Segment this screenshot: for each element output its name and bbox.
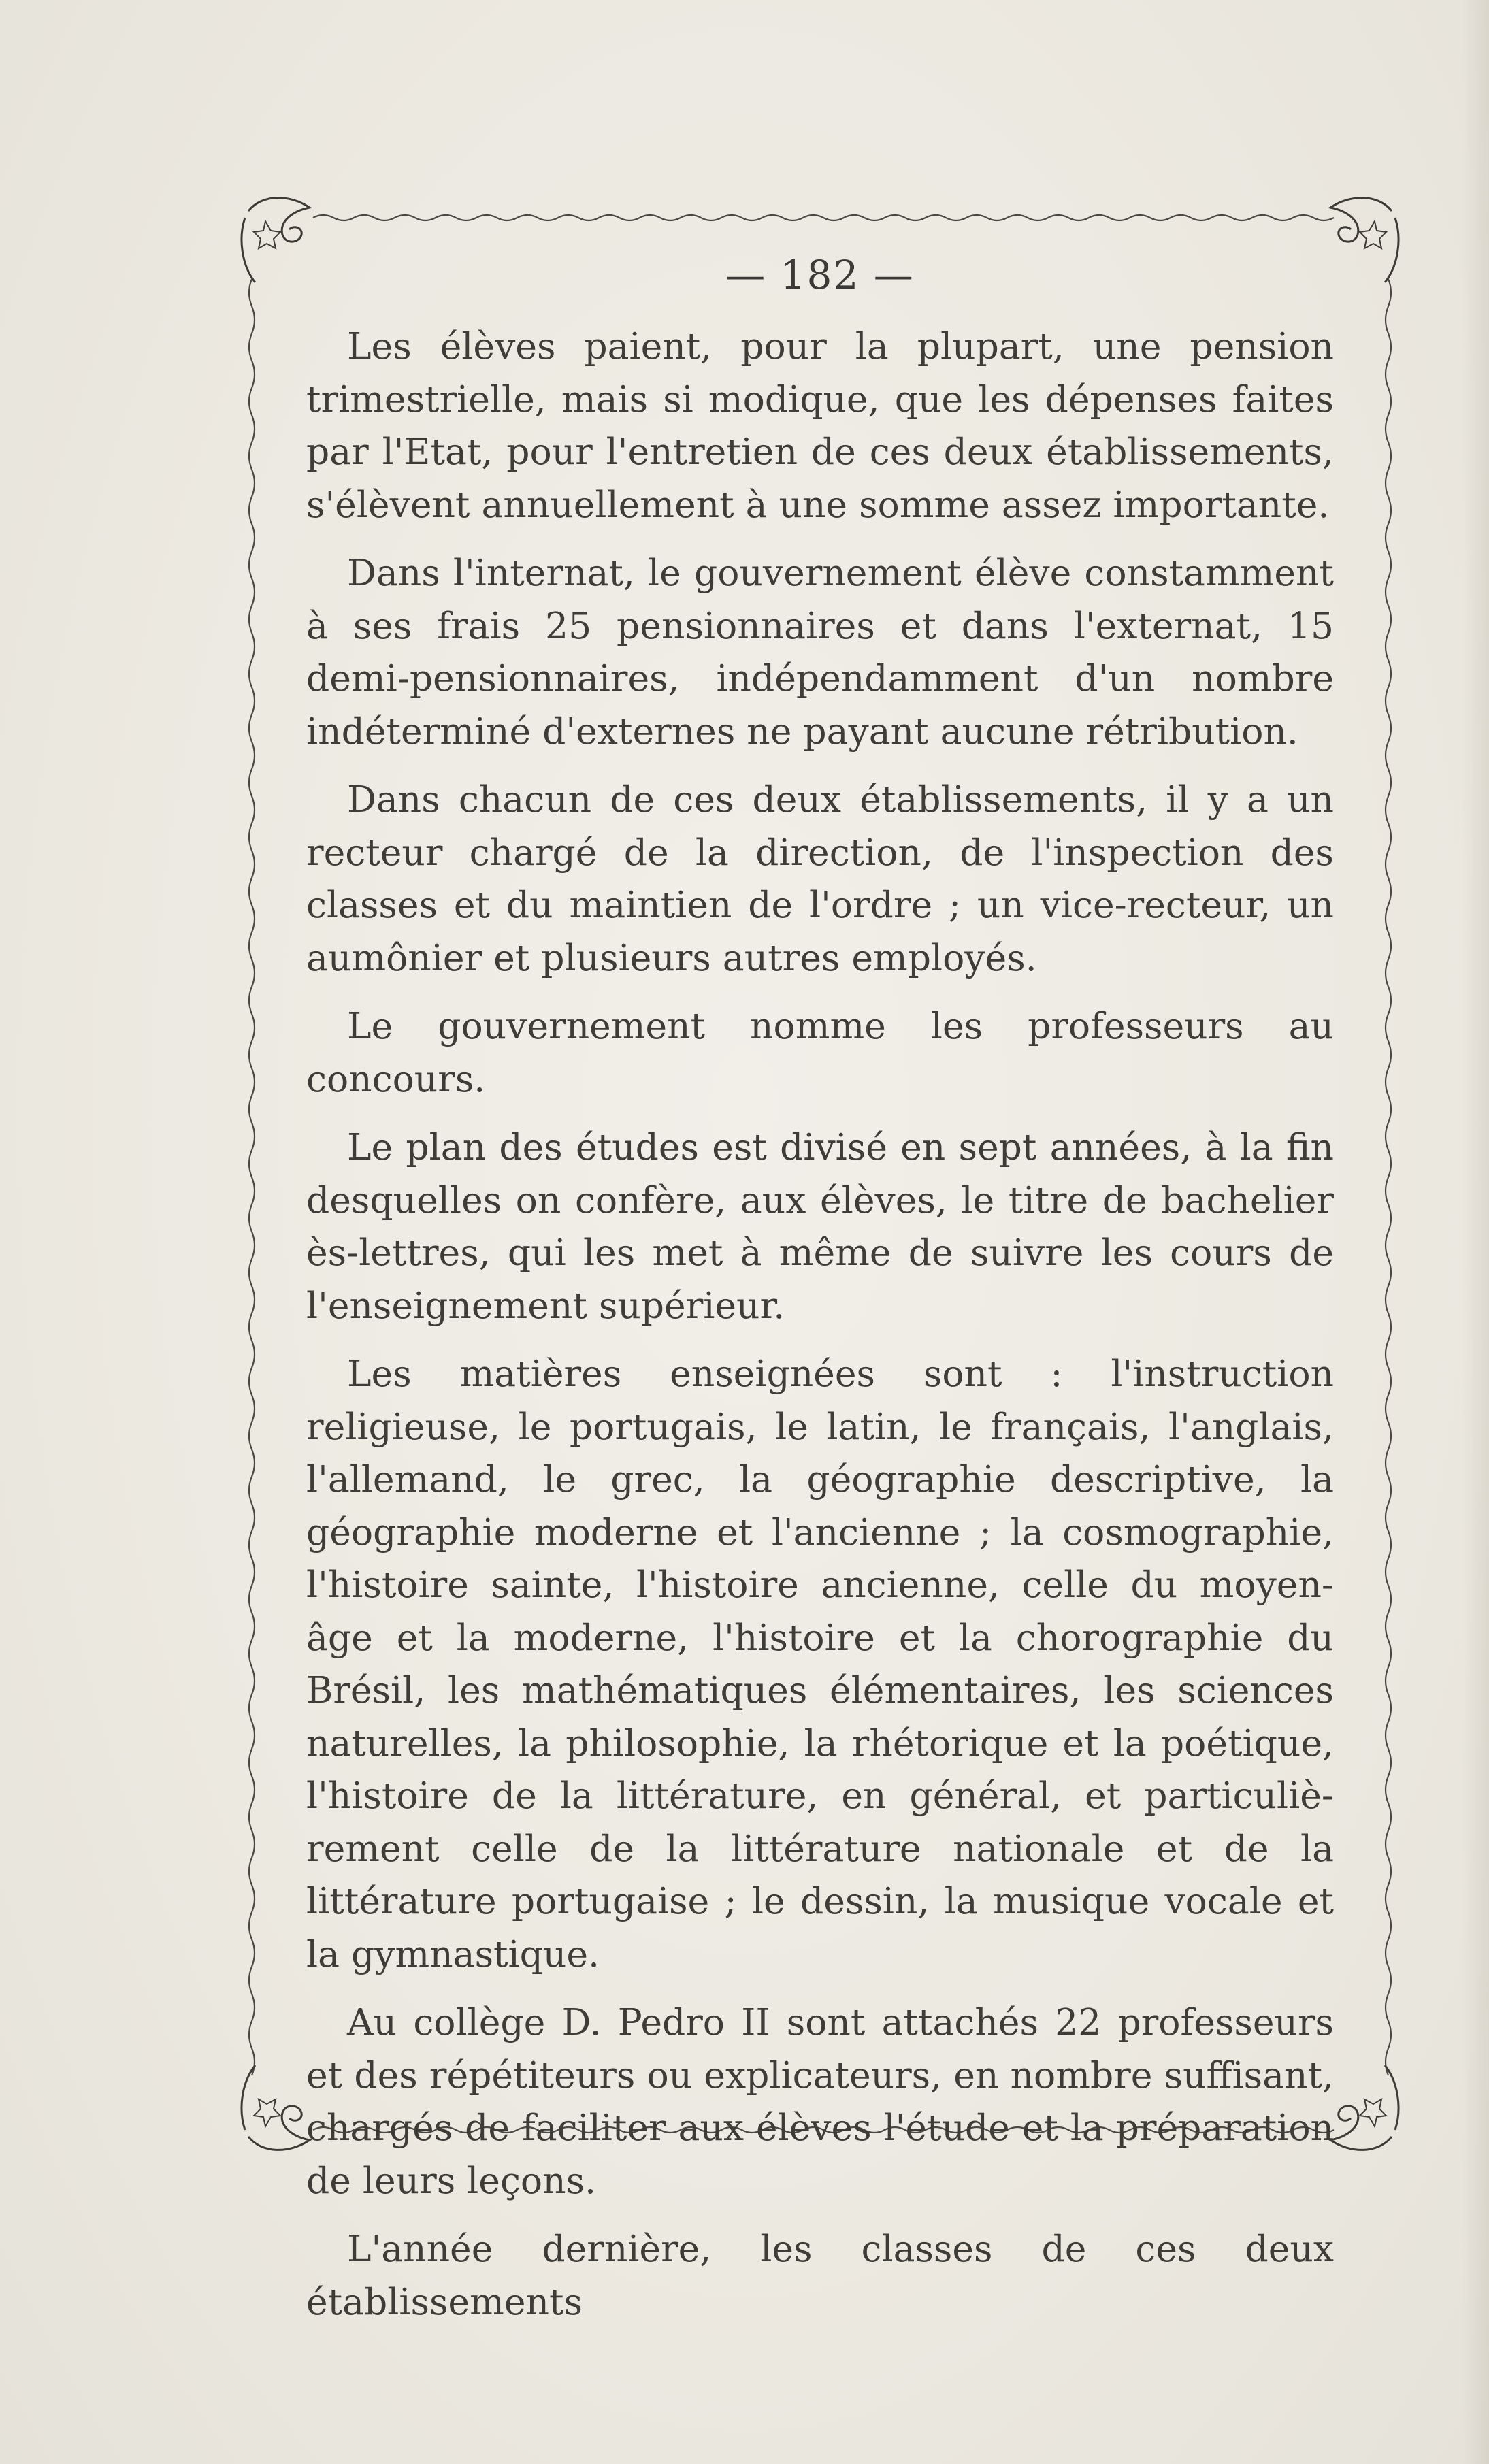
border-top [313, 215, 1334, 220]
paragraph: Les matières enseignées sont : l'instruction religieuse, le portugais, le latin, le français, l'anglais, l'allemand, le grec, la géographie descriptive, la géographie moderne et l'ancienne ; la cosmographie, l'histoire sainte, l'histoire ancienne, celle du moyen-âge et la moderne, l'histoire et la chorographie du Brésil, les mathématiques élémentaires, les sciences naturelles, la philosophie, la rhétorique et la poétique, l'histoire de la littérature, en général, et particulièrement celle de la littérature nationale et de la littérature portugaise ; le dessin, la musique vocale et la gymnastique. [306, 1352, 1334, 1975]
border-right [1386, 279, 1391, 2075]
border-left [249, 279, 255, 2075]
paragraph: Le gouvernement nomme les professeurs au concours. [306, 1004, 1334, 1100]
page-edge-shadow [1462, 0, 1489, 2464]
floral-scroll-corner-icon [1330, 2065, 1398, 2150]
page-number: — 182 — [725, 252, 915, 298]
paragraph: Dans chacun de ces deux établissements, il y a un recteur chargé de la direction, de l'inspection des classes et du maintien de l'ordre ; un vice-recteur, un aumônier et plusieurs autres employés. [306, 778, 1334, 979]
body-text [306, 320, 1334, 2328]
paragraph: Les élèves paient, pour la plupart, une pension trimestrielle, mais si modique, que les dépenses faites par l'Etat, pour l'entretien de ces deux établissements, s'élèvent annuellement à une somme assez importante. [306, 325, 1334, 526]
paragraph: Le plan des études est divisé en sept années, à la fin desquelles on confère, aux élèves, le titre de bachelier ès-lettres, qui les met à même de suivre les cours de l'enseignement supérieur. [306, 1126, 1334, 1327]
floral-scroll-corner-icon [242, 2065, 310, 2150]
paragraph: Au collège D. Pedro II sont attachés 22 professeurs et des répétiteurs ou explicateurs, en nombre suffisant, chargés de faciliter aux élèves l'étude et la préparation de leurs leçons. [306, 2001, 1334, 2202]
decorative-frame [231, 191, 1409, 2323]
paragraph: L'année dernière, les classes de ces deux établissements [306, 2227, 1334, 2323]
paragraph: Dans l'internat, le gouvernement élève constamment à ses frais 25 pensionnaires et dans l'externat, 15 demi-pensionnaires, indépendamment d'un nombre indéterminé d'externes ne payant aucune rétribution. [306, 551, 1334, 753]
